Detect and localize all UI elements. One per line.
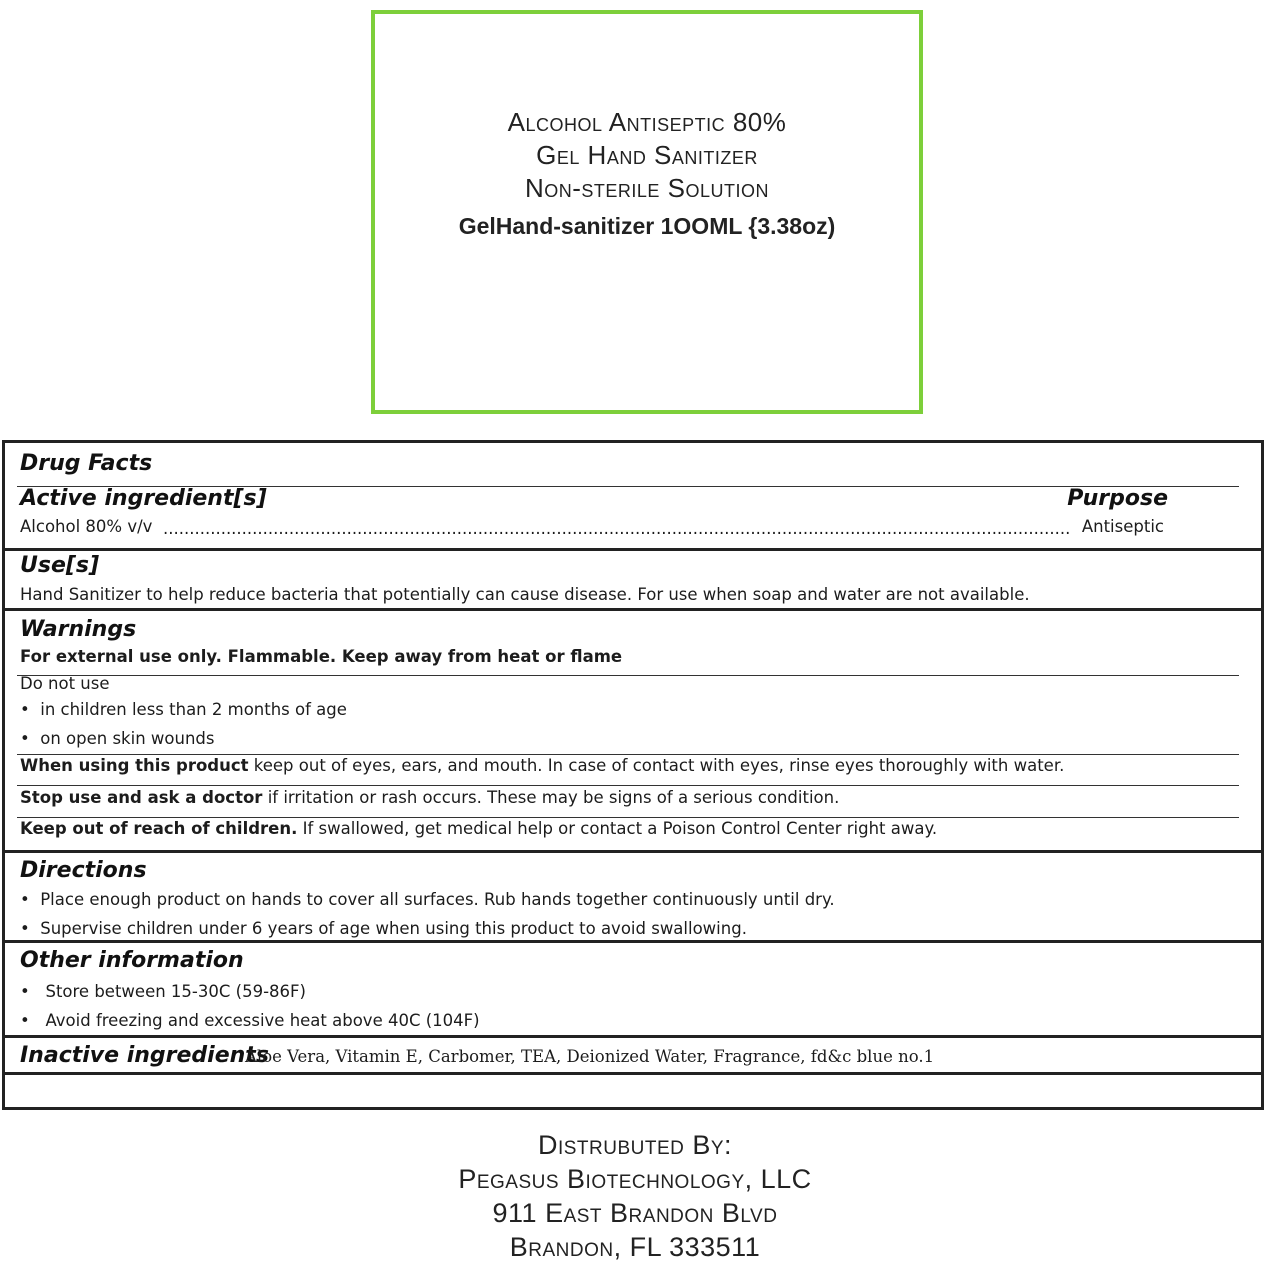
warnings-rule (17, 754, 1239, 755)
drug-facts-title: Drug Facts (20, 451, 153, 476)
section-divider (5, 850, 1261, 853)
warnings-heading: Warnings (20, 617, 137, 642)
directions-item: • Place enough product on hands to cover all surfaces. Rub hands together continuously until dry. (20, 890, 835, 909)
uses-heading: Use[s] (20, 553, 100, 578)
directions-heading: Directions (20, 858, 147, 883)
do-not-use-label: Do not use (20, 674, 110, 693)
warnings-rule (17, 817, 1239, 818)
other-info-heading: Other information (20, 948, 244, 973)
keep-out: Keep out of reach of children. If swallowed, get medical help or contact a Poison Control Center right away. (20, 819, 938, 838)
distributor-city: Brandon, FL 333511 (509, 1232, 761, 1262)
distributor-name: Pegasus Biotechnology, LLC (458, 1164, 812, 1194)
warnings-rule (17, 785, 1239, 786)
stop-use: Stop use and ask a doctor if irritation or rash occurs. These may be signs of a serious condition. (20, 788, 840, 807)
active-ingredients-heading: Active ingredient[s] (20, 486, 267, 511)
when-using: When using this product keep out of eyes, ears, and mouth. In case of contact with eyes, rinse eyes thoroughly with water. (20, 756, 1065, 775)
drug-facts-panel (2, 440, 1264, 1110)
active-ingredient: Alcohol 80% v/v (20, 517, 153, 536)
uses-text: Hand Sanitizer to help reduce bacteria that potentially can cause disease. For use when soap and water are not available. (20, 585, 1030, 604)
section-divider (5, 608, 1261, 611)
front-label-text (375, 106, 919, 240)
do-not-use-item: • in children less than 2 months of age (20, 700, 347, 719)
section-divider (5, 1072, 1261, 1075)
other-info-item: • Avoid freezing and excessive heat above 40C (104F) (20, 1011, 480, 1030)
dot-leader (163, 519, 1071, 538)
warnings-external: For external use only. Flammable. Keep away from heat or flame (20, 647, 623, 666)
front-label-panel (371, 10, 923, 414)
distributor-label: Distrubuted By: (537, 1130, 733, 1160)
directions-item: • Supervise children under 6 years of age when using this product to avoid swallowing. (20, 919, 747, 938)
warnings-rule (17, 675, 1239, 676)
section-divider (5, 1035, 1261, 1038)
purpose-value: Antiseptic (1081, 517, 1164, 536)
other-info-item: • Store between 15-30C (59-86F) (20, 982, 306, 1001)
product-size: GelHand-sanitizer 1OOML {3.38oz) (458, 213, 836, 239)
distributor-street: 911 East Brandon Blvd (492, 1198, 778, 1228)
purpose-heading: Purpose (1067, 486, 1168, 511)
section-divider (5, 940, 1261, 943)
inactive-text: Aloe Vera, Vitamin E, Carbomer, TEA, Deionized Water, Fragrance, fd&c blue no.1 (245, 1047, 935, 1066)
section-divider (5, 548, 1261, 551)
inactive-heading: Inactive ingredients (20, 1043, 269, 1068)
do-not-use-item: • on open skin wounds (20, 729, 215, 748)
product-name-line2: Gel Hand Sanitizer (536, 140, 758, 170)
distributor-block (0, 1128, 1270, 1264)
product-name-line1: Alcohol Antiseptic 80% (507, 107, 787, 137)
product-name-line3: Non-sterile Solution (524, 173, 770, 203)
